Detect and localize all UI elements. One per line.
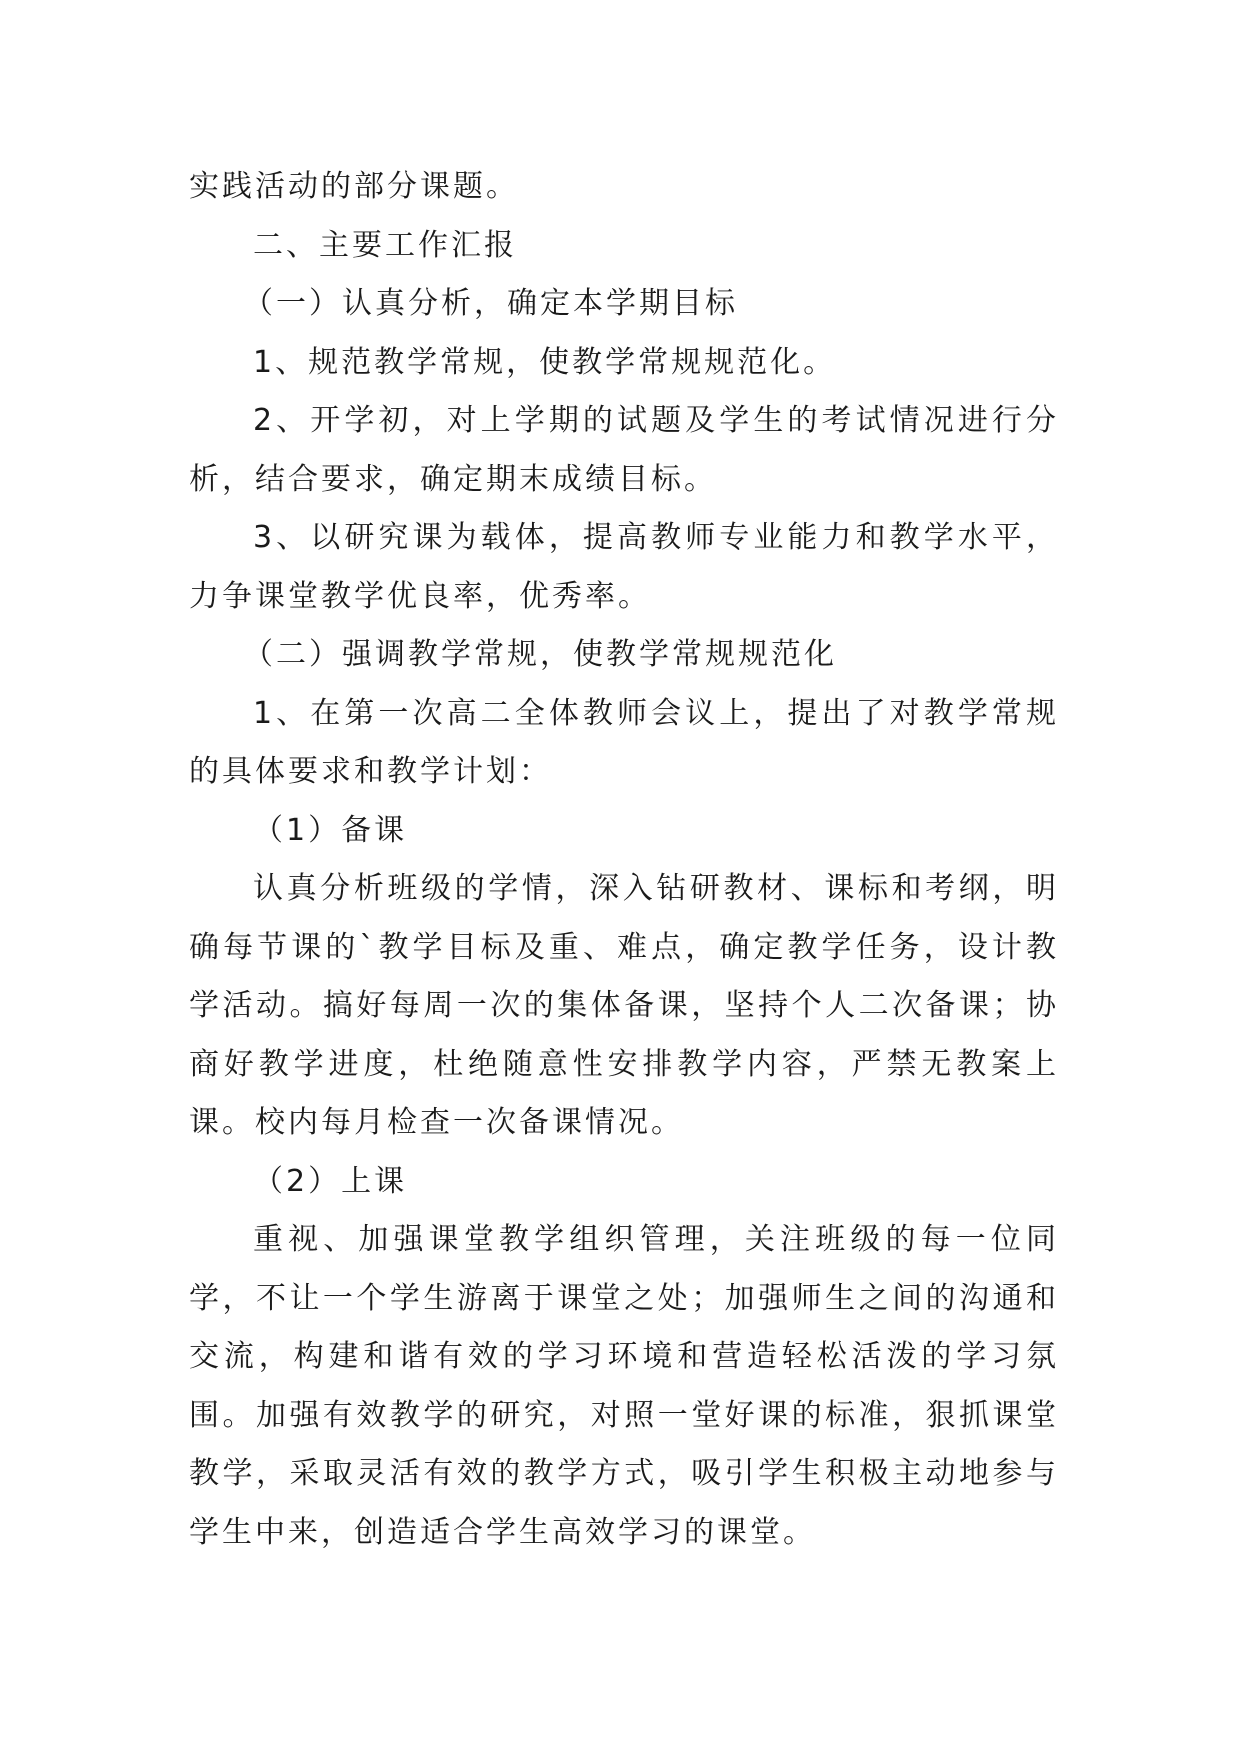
paragraph-item-2: 2、开学初，对上学期的试题及学生的考试情况进行分析，结合要求，确定期末成绩目标。 — [189, 403, 1059, 497]
paragraph-routine-item-1: 1、在第一次高二全体教师会议上，提出了对教学常规的具体要求和教学计划： — [189, 695, 1059, 789]
paragraph-continuation: 实践活动的部分课题。 — [189, 169, 519, 204]
paragraph-item-3: 3、以研究课为载体，提高教师专业能力和教学水平，力争课堂教学优良率，优秀率。 — [189, 520, 1059, 614]
sub-heading-class: （2）上课 — [253, 1163, 408, 1199]
document-body — [189, 158, 1059, 1562]
paragraph-item-1: 1、规范教学常规，使教学常规规范化。 — [253, 344, 837, 380]
subsection-heading-analysis: （一）认真分析，确定本学期目标 — [243, 286, 738, 321]
paragraph-class: 重视、加强课堂教学组织管理，关注班级的每一位同学，不让一个学生游离于课堂之处；加强师生之间的沟通和交流，构建和谐有效的学习环境和营造轻松活泼的学习氛围。加强有效教学的研究，对照一堂好课的标准，狠抓课堂教学，采取灵活有效的教学方式，吸引学生积极主动地参与学生中来，创造适合学生高效学习的课堂。 — [189, 1222, 1059, 1550]
section-heading-main-work: 二、主要工作汇报 — [253, 227, 517, 263]
sub-heading-lesson-prep: （1）备课 — [253, 812, 408, 848]
paragraph-lesson-prep: 认真分析班级的学情，深入钻研教材、课标和考纲，明确每节课的`教学目标及重、难点，确定教学任务，设计教学活动。搞好每周一次的集体备课，坚持个人二次备课；协商好教学进度，杜绝随意性安排教学内容，严禁无教案上课。校内每月检查一次备课情况。 — [189, 871, 1059, 1140]
subsection-heading-routine: （二）强调教学常规，使教学常规规范化 — [243, 637, 837, 672]
